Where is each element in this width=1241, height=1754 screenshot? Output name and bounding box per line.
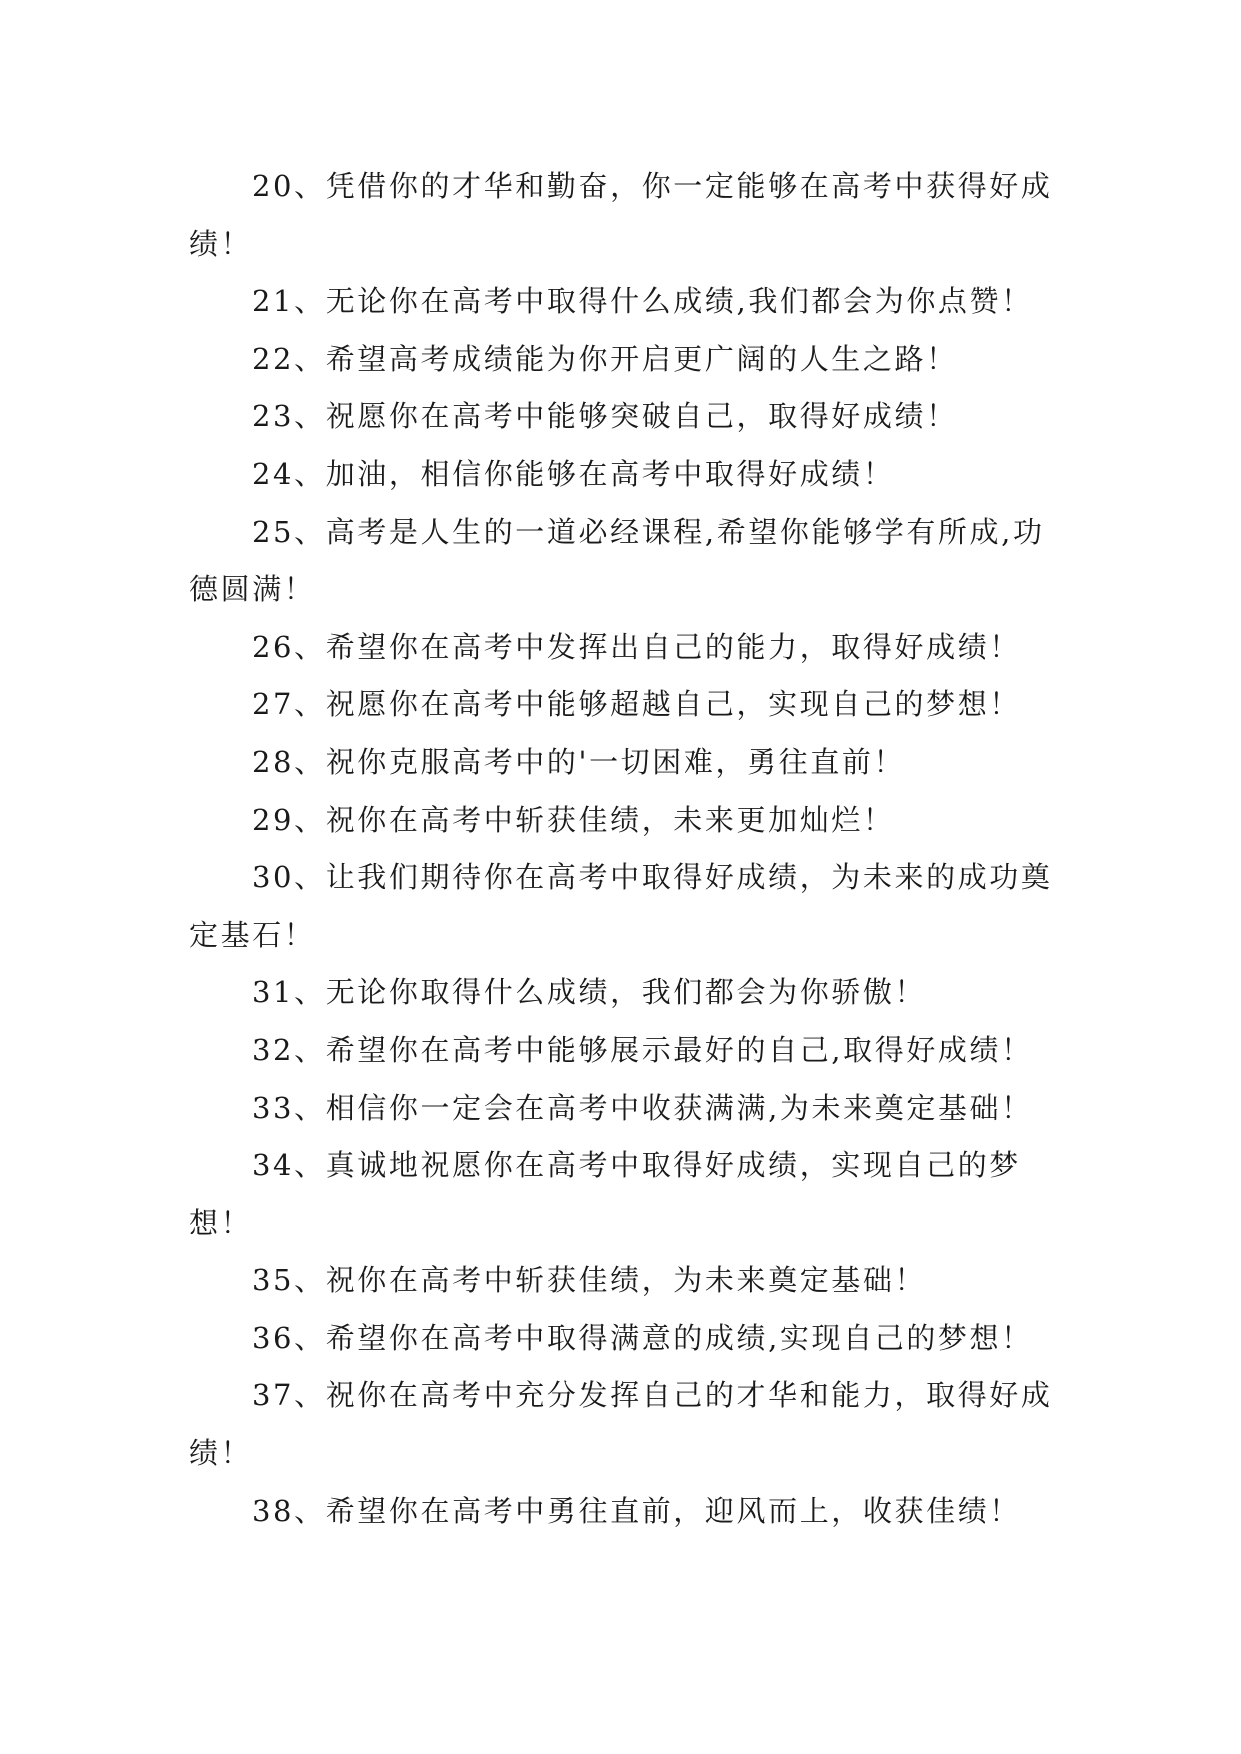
paragraph-31: 31、无论你取得什么成绩，我们都会为你骄傲！: [252, 975, 927, 1010]
paragraph-38: 38、希望你在高考中勇往直前，迎风而上，收获佳绩！: [252, 1493, 1021, 1528]
paragraph-35: 35、祝你在高考中斩获佳绩，为未来奠定基础！: [252, 1263, 927, 1298]
document-body: [189, 158, 1069, 1540]
paragraph-22: 22、希望高考成绩能为你开启更广阔的人生之路！: [252, 341, 958, 376]
paragraph-26: 26、希望你在高考中发挥出自己的能力，取得好成绩！: [252, 629, 1021, 664]
paragraph-32: 32、希望你在高考中能够展示最好的自己,取得好成绩！: [252, 1032, 1033, 1067]
paragraph-27: 27、祝愿你在高考中能够超越自己，实现自己的梦想！: [252, 687, 1021, 722]
paragraph-20: 20、凭借你的才华和勤奋，你一定能够在高考中获得好成绩！: [189, 169, 1053, 261]
paragraph-23: 23、祝愿你在高考中能够突破自己，取得好成绩！: [252, 399, 958, 434]
paragraph-33: 33、相信你一定会在高考中收获满满,为未来奠定基础！: [252, 1090, 1033, 1125]
paragraph-37: 37、祝你在高考中充分发挥自己的才华和能力，取得好成绩！: [189, 1378, 1053, 1471]
paragraph-21: 21、无论你在高考中取得什么成绩,我们都会为你点赞！: [252, 284, 1033, 319]
paragraph-29: 29、祝你在高考中斩获佳绩，未来更加灿烂！: [252, 802, 895, 837]
paragraph-34: 34、真诚地祝愿你在高考中取得好成绩，实现自己的梦想！: [189, 1148, 1021, 1240]
paragraph-36: 36、希望你在高考中取得满意的成绩,实现自己的梦想！: [252, 1320, 1033, 1355]
paragraph-24: 24、加油，相信你能够在高考中取得好成绩！: [252, 456, 895, 491]
paragraph-28: 28、祝你克服高考中的'一切困难，勇往直前！: [252, 744, 906, 779]
paragraph-30: 30、让我们期待你在高考中取得好成绩，为未来的成功奠定基石！: [189, 860, 1053, 952]
paragraph-25: 25、高考是人生的一道必经课程,希望你能够学有所成,功德圆满！: [189, 514, 1045, 607]
